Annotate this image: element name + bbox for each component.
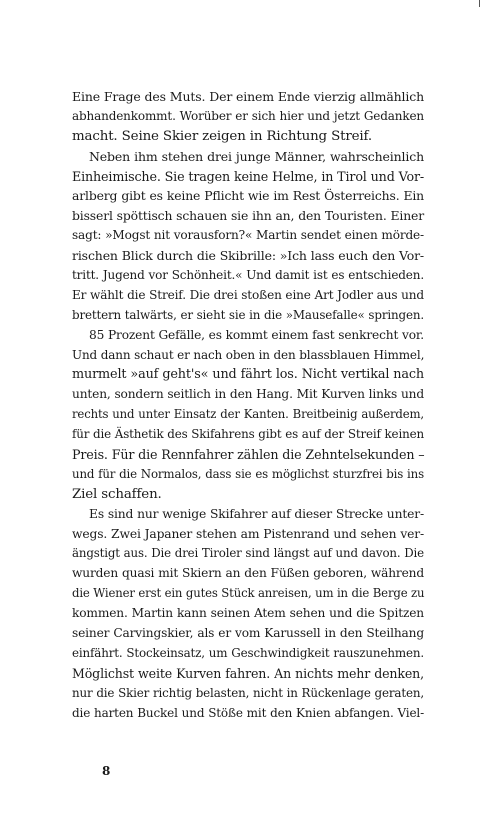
text-line: und für die Normalos, dass sie es möglichst sturzfrei bis ins [72, 466, 424, 481]
text-line: rischen Blick durch die Skibrille: »Ich lass euch den Vor- [72, 248, 424, 264]
text-line: für die Ästhetik des Skifahrens gibt es auf der Streif keinen [72, 427, 424, 442]
text-line: Einheimische. Sie tragen keine Helme, in Tirol und Vor- [72, 168, 424, 184]
body-text [72, 87, 424, 724]
text-line: macht. Seine Skier zeigen in Richtung Streif. [72, 128, 372, 144]
text-line: unten, sondern seitlich in den Hang. Mit Kurven links und [72, 387, 424, 402]
text-line: abhandenkommt. Worüber er sich hier und jetzt Gedanken [72, 108, 424, 123]
text-line: Neben ihm stehen drei junge Männer, wahrscheinlich [89, 148, 424, 164]
text-line: Eine Frage des Muts. Der einem Ende vierzig allmählich [72, 89, 424, 104]
text-line: sagt: »Mogst nit vorausforn?« Martin sendet einen mörde- [72, 228, 424, 243]
text-line: murmelt »auf geht's« und fährt los. Nicht vertikal nach [72, 367, 424, 383]
text-line: bisserl spöttisch schauen sie ihn an, den Touristen. Einer [72, 208, 424, 224]
text-line: die Wiener erst ein gutes Stück anreisen, um in die Berge zu [72, 586, 425, 601]
crop-mark [479, 0, 480, 7]
text-line: nur die Skier richtig belasten, nicht in Rückenlage geraten, [72, 685, 424, 700]
text-line: seiner Carvingskier, als er vom Karussell in den Steilhang [72, 626, 424, 641]
text-line: Und dann schaut er nach oben in den blassblauen Himmel, [72, 347, 425, 362]
text-line: tritt. Jugend vor Schönheit.« Und damit ist es entschieden. [72, 268, 424, 283]
text-line: einfährt. Stockeinsatz, um Geschwindigkeit rauszunehmen. [72, 645, 424, 660]
text-line: die harten Buckel und Stöße mit den Knien abfangen. Viel- [72, 705, 424, 720]
text-line: Möglichst weite Kurven fahren. An nichts mehr denken, [72, 665, 424, 681]
page-number: 8 [102, 764, 111, 778]
text-line: Er wählt die Streif. Die drei stoßen eine Art Jodler aus und [72, 287, 424, 302]
text-line: wurden quasi mit Skiern an den Füßen geboren, während [72, 566, 424, 581]
text-line: ängstigt aus. Die drei Tiroler sind längst auf und davon. Die [72, 546, 424, 561]
text-line: Preis. Für die Rennfahrer zählen die Zehntelsekunden – [72, 447, 425, 463]
text-line: brettern talwärts, er sieht sie in die »Mausefalle« springen. [72, 307, 424, 322]
text-line: Ziel schaffen. [72, 486, 162, 502]
text-line: kommen. Martin kann seinen Atem sehen und die Spitzen [72, 606, 424, 621]
text-line: wegs. Zwei Japaner stehen am Pistenrand und sehen ver- [72, 526, 424, 541]
text-line: Es sind nur wenige Skifahrer auf dieser Strecke unter- [89, 506, 424, 521]
text-line: 85 Prozent Gefälle, es kommt einem fast senkrecht vor. [89, 327, 424, 342]
text-line: arlberg gibt es keine Pflicht wie im Rest Österreichs. Ein [72, 188, 424, 204]
text-line: rechts und unter Einsatz der Kanten. Breitbeinig außerdem, [72, 407, 424, 422]
